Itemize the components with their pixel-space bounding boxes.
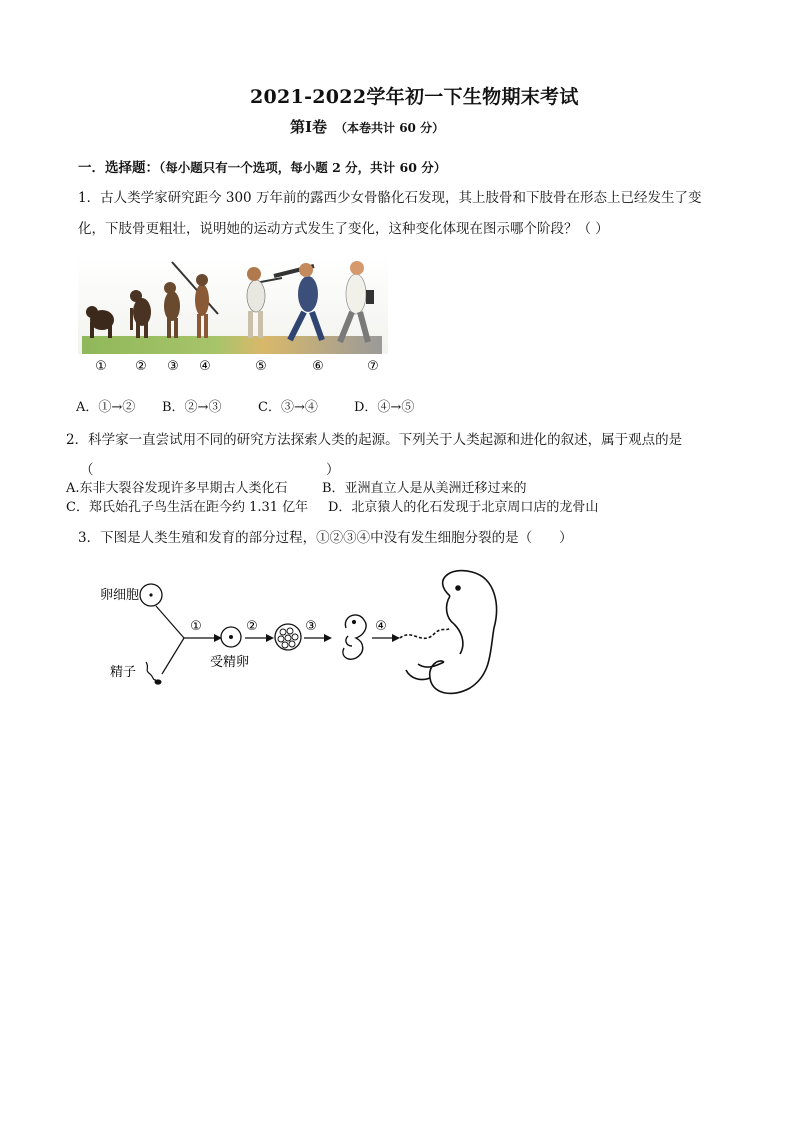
- zygote-label: 受精卵: [210, 655, 250, 670]
- stage-label-6: ⑥: [312, 359, 324, 374]
- q1-option-a[interactable]: A．①→②: [76, 400, 136, 415]
- section-heading: [78, 156, 446, 176]
- step-label-4: ④: [375, 619, 387, 634]
- q1-option-d[interactable]: D．④→⑤: [354, 400, 415, 415]
- q1-text-line2: 化，下肢骨更粗壮，说明她的运动方式发生了变化，这种变化体现在图示哪个阶段？（ ）: [78, 221, 609, 237]
- stage-label-3: ③: [167, 359, 179, 374]
- q2-option-c[interactable]: C．郑氏始孔子鸟生活在距今约 1.31 亿年: [66, 500, 309, 515]
- early-embryo-shape: [343, 615, 366, 659]
- q2-option-b[interactable]: B．亚洲直立人是从美洲迁移过来的: [322, 481, 527, 496]
- q3-text-line1: 3．下图是人类生殖和发育的部分过程，①②③④中没有发生细胞分裂的是（ ）: [78, 530, 573, 546]
- egg-cell-label: 卵细胞: [100, 588, 140, 603]
- q1-option-b[interactable]: B．②→③: [162, 400, 222, 415]
- human-evolution-figure: [78, 256, 388, 376]
- sperm-tail: [146, 662, 156, 680]
- embryo-ball-shape: [275, 624, 301, 650]
- q2-option-a[interactable]: A.东非大裂谷发现许多早期古人类化石: [66, 481, 288, 496]
- step-label-2: ②: [246, 619, 258, 634]
- human-development-diagram: [100, 566, 510, 706]
- section-hint: （每小题只有一个选项，每小题 2 分，共计 60 分）: [159, 160, 447, 175]
- sperm-label: 精子: [110, 665, 137, 680]
- q2-paren-open: （: [80, 462, 94, 478]
- q1-option-c[interactable]: C．③→④: [258, 400, 318, 415]
- sperm-path-line: [162, 638, 184, 674]
- q2-text-line1: 2．科学家一直尝试用不同的研究方法探索人类的起源。下列关于人类起源和进化的叙述，属于观点的是: [66, 432, 683, 448]
- stage-label-1: ①: [95, 359, 107, 374]
- sperm-head: [155, 679, 162, 684]
- q2-paren-close: ）: [326, 462, 340, 478]
- fetus-shape: [400, 571, 496, 694]
- volume-label: 第Ⅰ卷: [290, 118, 328, 136]
- exam-title: 2021-2022学年初一下生物期末考试: [250, 86, 579, 108]
- q2-option-d[interactable]: D．北京猿人的化石发现于北京周口店的龙骨山: [328, 500, 599, 515]
- stage-label-7: ⑦: [367, 359, 379, 374]
- stage-label-5: ⑤: [255, 359, 267, 374]
- step-label-1: ①: [190, 619, 202, 634]
- section-title: 一．选择题：: [78, 160, 159, 176]
- stage-label-4: ④: [199, 359, 211, 374]
- ground-strip: [82, 336, 382, 354]
- step-label-3: ③: [305, 619, 317, 634]
- q1-text-line1: 1．古人类学家研究距今 300 万年前的露西少女骨骼化石发现，其上肢骨和下肢骨在形态上已经发生了变: [78, 190, 702, 206]
- egg-path-line: [156, 606, 184, 638]
- volume-heading: [290, 116, 444, 137]
- volume-note: （本卷共计 60 分）: [335, 121, 445, 135]
- stage-label-2: ②: [135, 359, 147, 374]
